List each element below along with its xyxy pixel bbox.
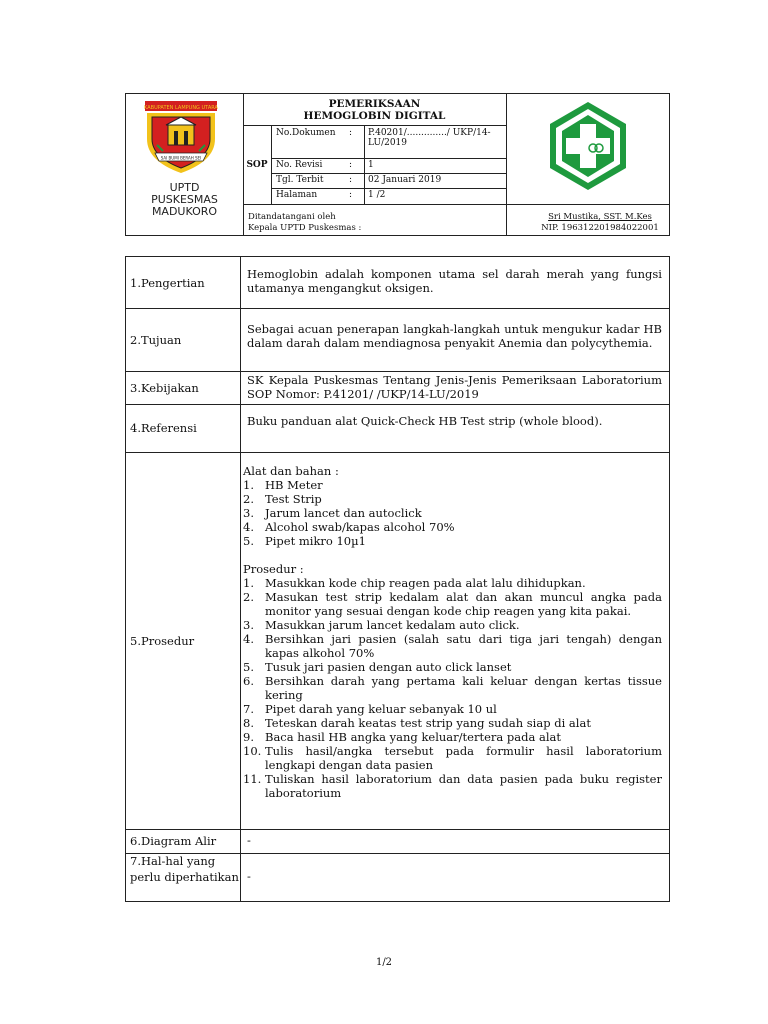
sop-label: SOP [243, 126, 272, 204]
alat-text: Test Strip [265, 492, 322, 506]
row-text: - [247, 833, 251, 847]
step-number: 2. [243, 590, 254, 604]
signature-row [243, 204, 669, 236]
meta-sep: : [349, 128, 353, 138]
prosedur-title: Prosedur : [243, 562, 304, 576]
step-text: Masukan test strip kedalam alat dan akan muncul angka pada monitor yang sesuai dengan kode chip reagen yang kita pakai. [265, 590, 662, 618]
regency-emblem-icon [143, 99, 219, 175]
logo-cell [126, 94, 244, 235]
alat-title: Alat dan bahan : [243, 464, 339, 478]
alat-number: 5. [243, 534, 254, 548]
step-item [243, 618, 662, 632]
signed-by-line-1: Ditandatangani oleh [248, 212, 336, 222]
meta-value: 1 [368, 160, 374, 170]
step-item [243, 772, 662, 800]
org-line-2: PUSKESMAS [151, 193, 218, 206]
step-text: Masukkan kode chip reagen pada alat lalu dihidupkan. [265, 576, 586, 590]
hal-label-text: 7.Hal-hal yang perlu diperhatikan [130, 854, 239, 884]
signer [531, 212, 669, 234]
row-text: Sebagai acuan penerapan langkah-langkah untuk mengukur kadar HB dalam darah dalam mendiagnosa penyakit Anemia dan polycythemia. [247, 322, 662, 350]
meta-value: 02 Januari 2019 [368, 175, 442, 185]
document-title [243, 94, 506, 126]
page-number: 1/2 [375, 957, 393, 968]
step-item [243, 674, 662, 702]
row-label: 6.Diagram Alir [126, 829, 241, 853]
title-line-2: HEMOGLOBIN DIGITAL [303, 110, 446, 122]
alat-number: 3. [243, 506, 254, 520]
row-text: Hemoglobin adalah komponen utama sel darah merah yang fungsi utamanya mengangkut oksigen. [247, 267, 662, 295]
row-label: 4.Referensi [126, 404, 241, 452]
row-label: 1.Pengertian [126, 257, 241, 308]
step-text: Teteskan darah keatas test strip yang sudah siap di alat [265, 716, 591, 730]
meta-sep: : [349, 175, 353, 185]
row-label: 5.Prosedur [126, 452, 241, 829]
row-tujuan [126, 308, 669, 372]
alat-text: HB Meter [265, 478, 323, 492]
step-number: 9. [243, 730, 254, 744]
step-number: 5. [243, 660, 254, 674]
meta-key: No. Revisi [276, 160, 323, 170]
step-list [243, 576, 662, 800]
step-text: Tuliskan hasil laboratorium dan data pasien pada buku register laboratorium [265, 772, 662, 800]
alat-item [243, 492, 662, 506]
alat-number: 4. [243, 520, 254, 534]
org-line-3: MADUKORO [151, 205, 218, 218]
alat-item [243, 478, 662, 492]
step-text: Tulis hasil/angka tersebut pada formulir hasil laboratorium lengkapi dengan data pasien [265, 744, 662, 772]
puskesmas-logo-icon [542, 100, 634, 192]
row-label [126, 853, 241, 901]
step-item [243, 576, 662, 590]
meta-sep: : [349, 190, 353, 200]
step-text: Tusuk jari pasien dengan auto click lanset [265, 660, 512, 674]
row-text: Buku panduan alat Quick-Check HB Test strip (whole blood). [247, 414, 603, 428]
row-prosedur [126, 452, 669, 830]
step-number: 1. [243, 576, 254, 590]
step-number: 10. [243, 744, 262, 758]
step-item [243, 702, 662, 716]
meta-sep: : [349, 160, 353, 170]
step-item [243, 744, 662, 772]
meta-row-revisi [271, 158, 506, 174]
meta-row-halaman [271, 188, 506, 204]
alat-text: Alcohol swab/kapas alcohol 70% [265, 520, 455, 534]
document-info-cell [243, 94, 659, 235]
meta-value: 1 /2 [368, 190, 386, 200]
meta-key: Tgl. Terbit [276, 175, 324, 185]
organization-name [126, 182, 243, 218]
alat-item [243, 534, 662, 548]
step-number: 8. [243, 716, 254, 730]
alat-text: Jarum lancet dan autoclick [265, 506, 422, 520]
signed-by [248, 212, 361, 234]
org-line-1: UPTD [169, 181, 200, 194]
step-text: Baca hasil HB angka yang keluar/tertera pada alat [265, 730, 562, 744]
row-label: 2.Tujuan [126, 308, 241, 371]
alat-item [243, 506, 662, 520]
step-item [243, 660, 662, 674]
puskesmas-logo-cell [507, 94, 669, 204]
row-kebijakan [126, 371, 669, 405]
step-text: Pipet darah yang keluar sebanyak 10 ul [265, 702, 497, 716]
step-item [243, 632, 662, 660]
alat-item [243, 520, 662, 534]
alat-number: 1. [243, 478, 254, 492]
signer-nip: NIP. 196312201984022001 [541, 223, 659, 233]
step-item [243, 590, 662, 618]
step-item [243, 716, 662, 730]
step-text: Masukkan jarum lancet kedalam auto click. [265, 618, 520, 632]
meta-row-dokumen [271, 126, 506, 159]
logo-motto: SAI BUMI BERAH SEI [160, 155, 202, 161]
step-text: Bersihkan jari pasien (salah satu dari tiga jari tengah) dengan kapas alkohol 70% [265, 632, 662, 660]
alat-text: Pipet mikro 10µ1 [265, 534, 366, 548]
signer-name: Sri Mustika, SST. M.Kes [548, 212, 652, 222]
signed-by-line-2: Kepala UPTD Puskesmas : [248, 223, 362, 233]
step-number: 7. [243, 702, 254, 716]
logo-text: KABUPATEN LAMPUNG UTARA [144, 105, 218, 111]
step-number: 4. [243, 632, 254, 646]
step-number: 6. [243, 674, 254, 688]
step-number: 11. [243, 772, 262, 786]
alat-number: 2. [243, 492, 254, 506]
meta-key: Halaman [276, 190, 318, 200]
row-text: SK Kepala Puskesmas Tentang Jenis-Jenis Pemeriksaan Laboratorium SOP Nomor: P.41201/ /UKP/14-LU/2019 [247, 373, 662, 401]
alat-list [243, 478, 662, 548]
step-text: Bersihkan darah yang pertama kali keluar dengan kertas tissue kering [265, 674, 662, 702]
row-referensi [126, 404, 669, 453]
sop-content-table [125, 256, 670, 902]
meta-row-terbit [271, 173, 506, 189]
meta-value: P.40201/............../ UKP/14-LU/2019 [368, 128, 491, 148]
row-text: - [247, 869, 251, 883]
row-hal-hal [126, 853, 669, 901]
sop-header [125, 93, 670, 236]
row-pengertian [126, 257, 669, 309]
step-item [243, 730, 662, 744]
row-label: 3.Kebijakan [126, 371, 241, 404]
step-number: 3. [243, 618, 254, 632]
row-diagram-alir [126, 829, 669, 854]
prosedur-content [243, 464, 662, 800]
title-line-1: PEMERIKSAAN [328, 98, 421, 110]
meta-key: No.Dokumen [276, 128, 336, 138]
